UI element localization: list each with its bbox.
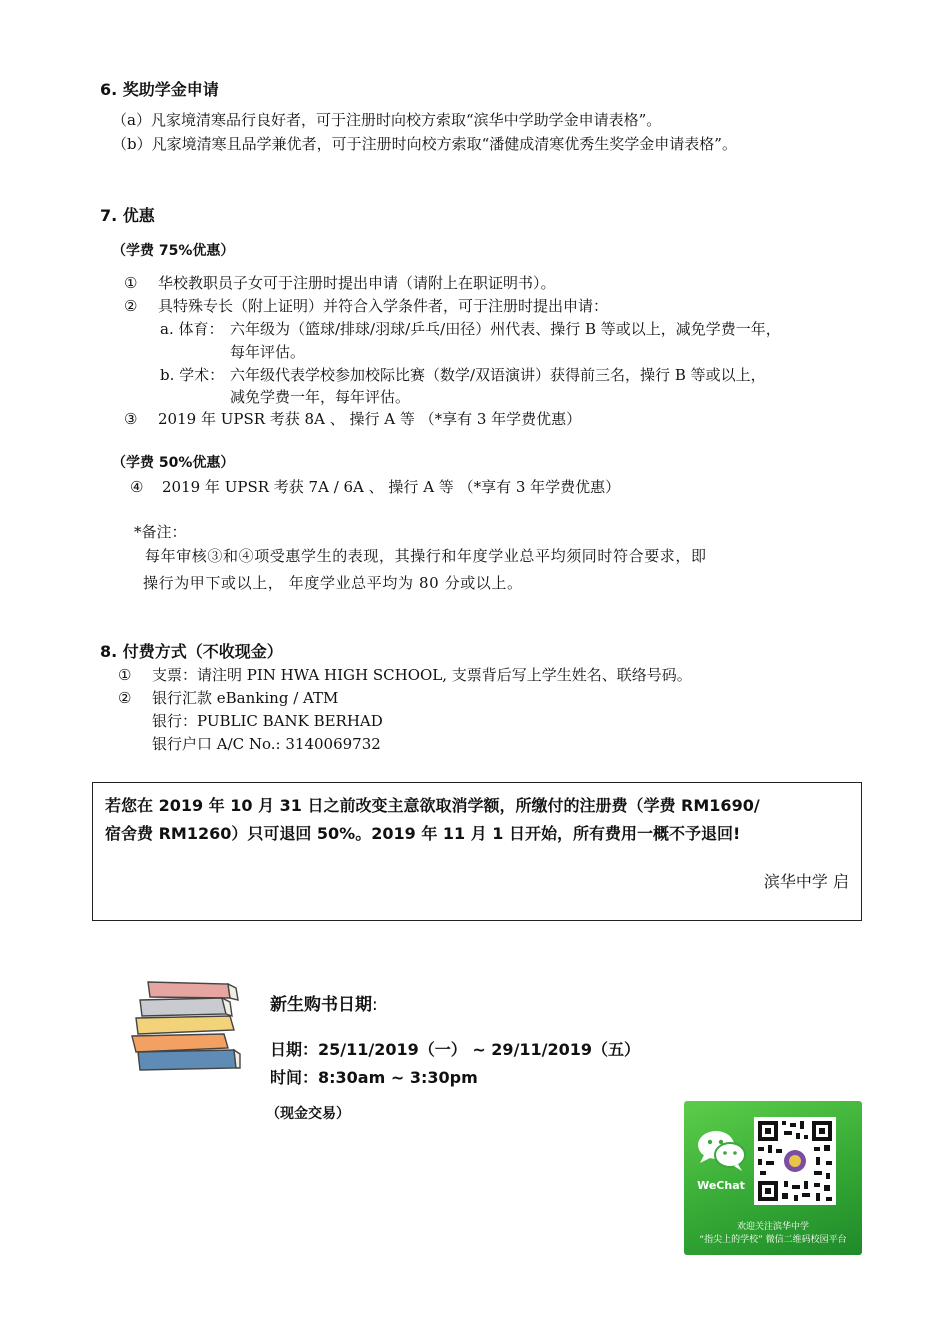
cash-only-note: （现金交易） <box>266 1106 350 1122</box>
section-6-item-a: （a）凡家境清寒品行良好者，可于注册时向校方索取“滨华中学助学金申请表格”。 <box>112 111 662 129</box>
books-stack-icon <box>130 978 242 1074</box>
item-2a-line2: 每年评估。 <box>230 343 306 361</box>
wechat-brand-label: WeChat <box>697 1179 745 1192</box>
tier-50-label: （学费 50%优惠） <box>112 455 235 471</box>
refund-notice-box <box>92 782 862 921</box>
wechat-caption-1: 欢迎关注滨华中学 <box>736 1222 809 1232</box>
item-1-number: ① <box>124 274 138 292</box>
item-3-text: 2019 年 UPSR 考获 8A 、 操行 A 等 （*享有 3 年学费优惠） <box>158 410 582 428</box>
payment-2-number: ② <box>118 689 132 707</box>
section-6-heading: 6. 奖助学金申请 <box>100 80 219 99</box>
section-8-heading: 8. 付费方式（不收现金） <box>100 642 283 661</box>
book-purchase-date: 日期：25/11/2019（一） ~ 29/11/2019（五） <box>270 1040 641 1059</box>
section-6-item-b: （b）凡家境清寒且品学兼优者，可于注册时向校方索取“潘健成清寒优秀生奖学金申请表格”。 <box>112 135 737 153</box>
bank-name: 银行：PUBLIC BANK BERHAD <box>152 712 383 730</box>
section-7-heading: 7. 优惠 <box>100 206 155 225</box>
item-2-number: ② <box>124 297 138 315</box>
book-purchase-time: 时间：8:30am ~ 3:30pm <box>270 1068 478 1087</box>
item-2a-line1: 六年级为（篮球/排球/羽球/乒乓/田径）州代表、操行 B 等或以上，减免学费一年， <box>230 320 781 338</box>
qr-code-icon <box>754 1117 836 1205</box>
book-purchase-title <box>270 990 378 1015</box>
note-line-2: 操行为甲下或以上， 年度学业总平均为 80 分或以上。 <box>143 574 523 592</box>
bank-account: 银行户口 A/C No.: 3140069732 <box>152 735 381 753</box>
wechat-caption-2: “指尖上的学校” 微信二维码校园平台 <box>699 1235 847 1245</box>
refund-notice-line-1: 若您在 2019 年 10 月 31 日之前改变主意欲取消学额，所缴付的注册费（学费 RM1690/ <box>105 796 760 815</box>
note-title: *备注： <box>134 523 187 541</box>
refund-notice-line-2: 宿舍费 RM1260）只可退回 50%。2019 年 11 月 1 日开始，所有费用一概不予退回! <box>105 824 741 843</box>
payment-cheque: 支票：请注明 PIN HWA HIGH SCHOOL, 支票背后写上学生姓名、联络号码。 <box>152 666 692 684</box>
item-2b-line2: 减免学费一年，每年评估。 <box>230 388 411 406</box>
item-4-text: 2019 年 UPSR 考获 7A / 6A 、 操行 A 等 （*享有 3 年学费优惠） <box>162 478 621 496</box>
school-signature: 滨华中学 启 <box>763 872 849 891</box>
book-purchase-title-colon: : <box>372 995 378 1015</box>
wechat-logo-icon <box>694 1127 750 1175</box>
item-2a-label: a. 体育： <box>160 320 224 338</box>
item-3-number: ③ <box>124 410 138 428</box>
wechat-qr-panel[interactable] <box>684 1101 862 1255</box>
item-2b-line1: 六年级代表学校参加校际比赛（数学/双语演讲）获得前三名，操行 B 等或以上， <box>230 366 766 384</box>
qr-code[interactable] <box>754 1117 836 1205</box>
payment-ebanking: 银行汇款 eBanking / ATM <box>152 689 339 707</box>
item-2b-label: b. 学术： <box>160 366 225 384</box>
item-4-number: ④ <box>130 478 144 496</box>
payment-1-number: ① <box>118 666 132 684</box>
item-2-text: 具特殊专长（附上证明）并符合入学条件者，可于注册时提出申请： <box>158 297 609 315</box>
item-1-text: 华校教职员子女可于注册时提出申请（请附上在职证明书）。 <box>158 274 556 292</box>
book-purchase-title-text: 新生购书日期 <box>270 995 372 1015</box>
note-line-1: 每年审核③和④项受惠学生的表现，其操行和年度学业总平均须同时符合要求，即 <box>145 547 707 565</box>
tier-75-label: （学费 75%优惠） <box>112 243 235 259</box>
